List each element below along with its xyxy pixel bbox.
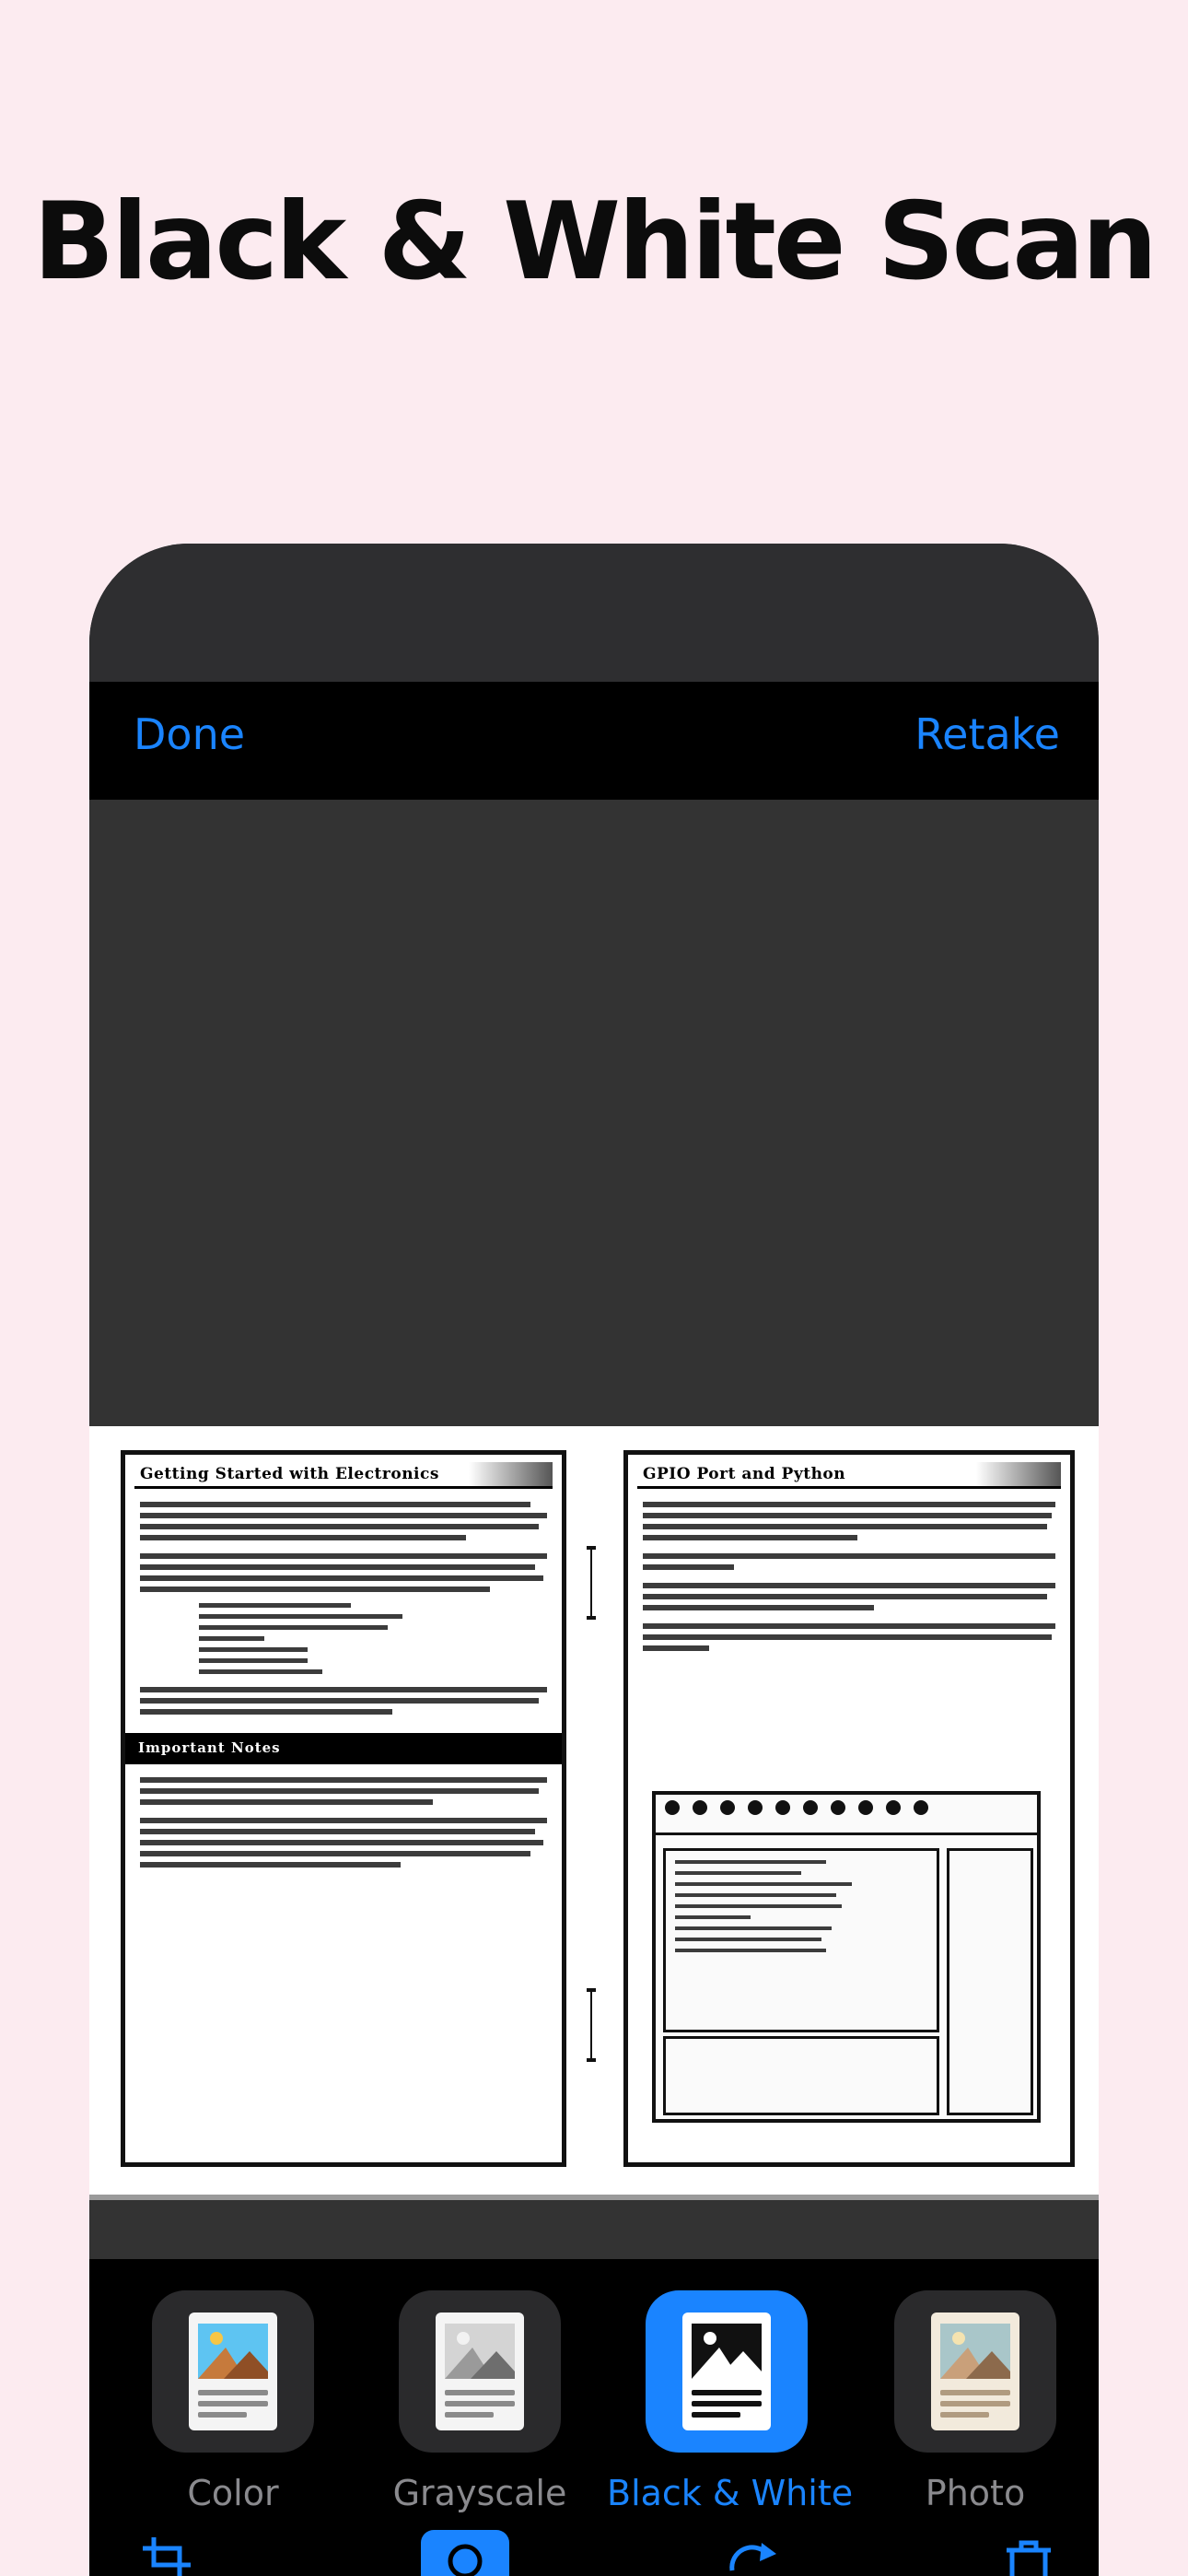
retake-button[interactable]: Retake — [914, 709, 1060, 759]
left-page — [121, 1450, 566, 2167]
photo-filter-icon — [894, 2290, 1056, 2453]
filter-color-label: Color — [187, 2473, 279, 2513]
paragraph — [140, 1502, 547, 1540]
page-headline: Black & White Scan — [32, 180, 1156, 304]
black-white-filter-icon — [646, 2290, 808, 2453]
done-button[interactable]: Done — [134, 709, 246, 759]
filter-photo-label: Photo — [925, 2473, 1026, 2513]
filter-bar — [89, 2259, 1099, 2576]
ide-toolbar — [656, 1795, 1037, 1835]
right-page — [623, 1450, 1075, 2167]
trash-icon[interactable] — [1001, 2534, 1056, 2576]
paragraph — [643, 1623, 1055, 1651]
paragraph — [140, 1818, 547, 1868]
rotate-icon[interactable] — [725, 2534, 780, 2576]
filter-color[interactable] — [150, 2290, 316, 2513]
filter-photo[interactable] — [892, 2290, 1058, 2513]
paragraph — [643, 1553, 1055, 1570]
color-filter-icon — [152, 2290, 314, 2453]
paragraph — [140, 1553, 547, 1592]
filter-icon[interactable] — [421, 2530, 509, 2576]
paragraph — [140, 1777, 547, 1805]
paragraph — [140, 1687, 547, 1715]
left-page-title: Getting Started with Electronics — [134, 1462, 553, 1489]
crop-icon[interactable] — [139, 2534, 194, 2576]
ide-screenshot — [652, 1791, 1041, 2123]
paragraph — [643, 1502, 1055, 1540]
grayscale-filter-icon — [399, 2290, 561, 2453]
binder-ring — [587, 1546, 596, 1620]
status-area — [89, 544, 1099, 682]
ide-variables-pane — [947, 1848, 1033, 2115]
binder-ring — [587, 1988, 596, 2062]
filter-black-and-white[interactable] — [607, 2290, 854, 2513]
ide-code-pane — [663, 1848, 939, 2032]
filter-grayscale[interactable] — [392, 2290, 567, 2513]
navigation-bar — [89, 682, 1099, 800]
phone-frame — [89, 544, 1099, 2576]
scanned-document — [89, 1426, 1099, 2200]
filter-grayscale-label: Grayscale — [392, 2473, 567, 2513]
notes-heading: Important Notes — [125, 1733, 562, 1764]
bullet-list — [199, 1603, 562, 1674]
right-page-title: GPIO Port and Python — [637, 1462, 1061, 1489]
paragraph — [643, 1583, 1055, 1610]
ide-shell-pane — [663, 2036, 939, 2115]
filter-black-and-white-label: Black & White — [607, 2473, 854, 2513]
